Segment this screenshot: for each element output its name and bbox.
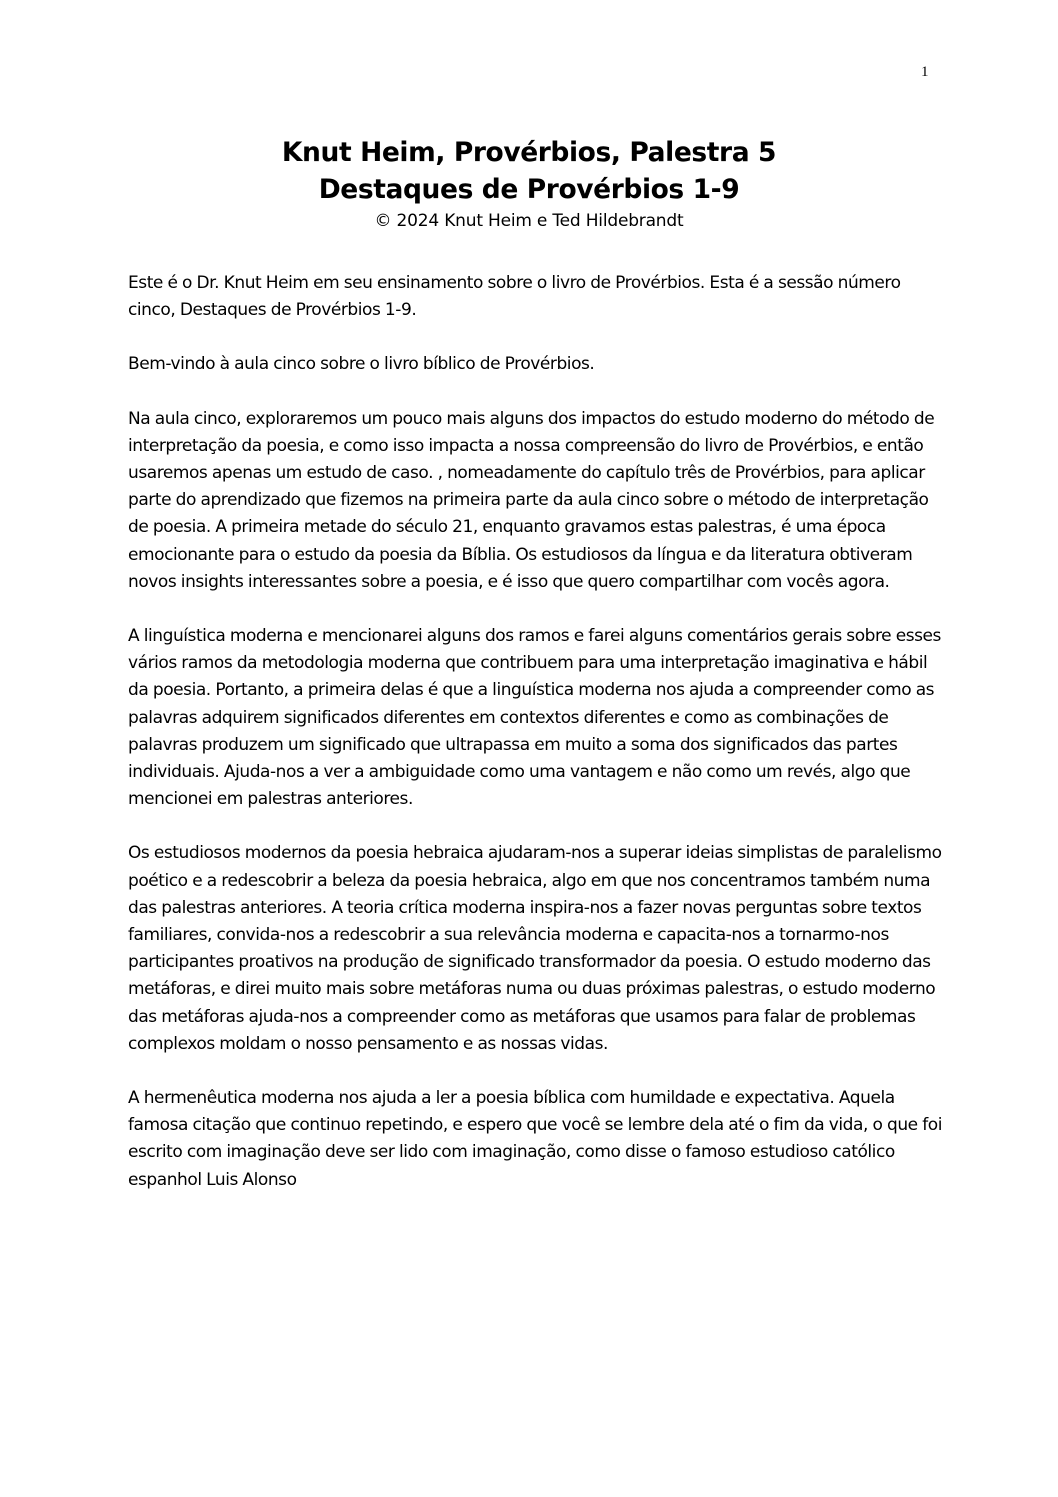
paragraph-modern-linguistics: A linguística moderna e mencionarei alguns dos ramos e farei alguns comentários gerais sobre esses vários ramos da metodologia moderna que contribuem para uma interpretação imaginativa e hábil da poesia. Portanto, a primeira delas é que a linguística moderna nos ajuda a compreender como as palavras adquirem significados diferentes em contextos diferentes e como as combinações de palavras produzem um significado que ultrapassa em muito a soma dos significados das partes individuais. Ajuda-nos a ver a ambiguidade como uma vantagem e não como um revés, algo que mencionei em palestras anteriores.: [128, 626, 941, 810]
document-title-line-2: Destaques de Provérbios 1-9: [318, 174, 740, 205]
document-title-line-1: Knut Heim, Provérbios, Palestra 5: [281, 137, 777, 168]
paragraph-intro: Este é o Dr. Knut Heim em seu ensinamento sobre o livro de Provérbios. Esta é a sessão número cinco, Destaques de Provérbios 1-9.: [128, 273, 901, 321]
document-header: [0, 134, 1058, 234]
paragraph-hermeneutics: A hermenêutica moderna nos ajuda a ler a poesia bíblica com humildade e expectativa. Aquela famosa citação que continuo repetindo, e espero que você se lembre dela até o fim da vida, o que foi escrito com imaginação deve ser lido com imaginação, como disse o famoso estudioso católico espanhol Luis Alonso: [128, 1088, 942, 1190]
page-number: 1: [921, 64, 929, 80]
paragraph-welcome: Bem-vindo à aula cinco sobre o livro bíblico de Provérbios.: [128, 354, 595, 375]
paragraph-hebrew-poetry: Os estudiosos modernos da poesia hebraica ajudaram-nos a superar ideias simplistas de paralelismo poético e a redescobrir a beleza da poesia hebraica, algo em que nos concentramos também numa das palestras anteriores. A teoria crítica moderna inspira-nos a fazer novas perguntas sobre textos familiares, convida-nos a redescobrir a sua relevância moderna e capacita-nos a tornarmo-nos participantes proativos na produção de significado transformador da poesia. O estudo moderno das metáforas, e direi muito mais sobre metáforas numa ou duas próximas palestras, o estudo moderno das metáforas ajuda-nos a compreender como as metáforas que usamos para falar de problemas complexos moldam o nosso pensamento e as nossas vidas.: [128, 843, 942, 1054]
paragraph-lecture-overview: Na aula cinco, exploraremos um pouco mais alguns dos impactos do estudo moderno do método de interpretação da poesia, e como isso impacta a nossa compreensão do livro de Provérbios, e então usaremos apenas um estudo de caso. , nomeadamente do capítulo três de Provérbios, para aplicar parte do aprendizado que fizemos na primeira parte da aula cinco sobre o método de interpretação de poesia. A primeira metade do século 21, enquanto gravamos estas palestras, é uma época emocionante para o estudo da poesia da Bíblia. Os estudiosos da língua e da literatura obtiveram novos insights interessantes sobre a poesia, e é isso que quero compartilhar com vocês agora.: [128, 408, 935, 592]
copyright-notice: © 2024 Knut Heim e Ted Hildebrandt: [374, 211, 684, 231]
document-body: [128, 270, 946, 1221]
